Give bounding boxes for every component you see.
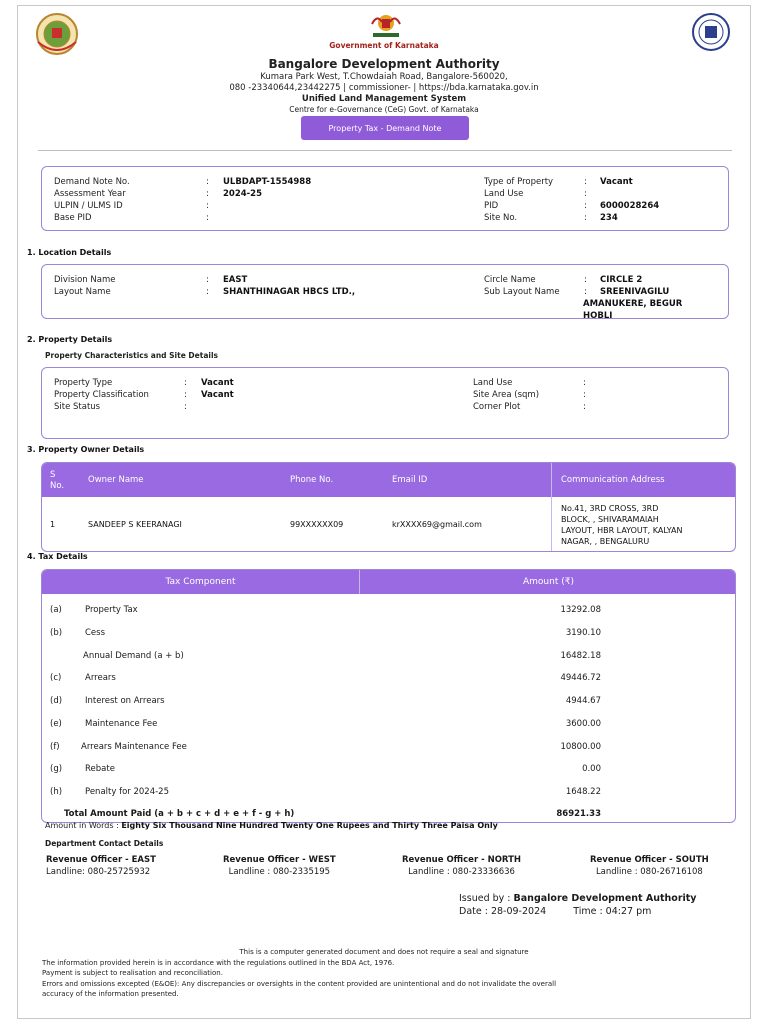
demand-note-value: ULBDAPT-1554988	[223, 177, 312, 187]
base-pid-label: Base PID	[54, 213, 92, 223]
amount-words-value: Eighty Six Thousand Nine Hundred Twenty One Rupees and Thirty Three Paisa Only	[121, 821, 498, 830]
department-contacts-title: Department Contact Details	[45, 839, 164, 848]
owner-address-line-1: No.41, 3RD CROSS, 3RD	[561, 504, 659, 513]
tax-row-amount: 16482.18	[560, 651, 601, 661]
owner-table-header	[42, 463, 735, 497]
owner-col-name: Owner Name	[88, 475, 144, 485]
officer-phone: Landline : 080-26716108	[595, 867, 703, 877]
centre-name: Centre for e-Governance (CeG) Govt. of Karnataka	[289, 105, 479, 114]
tax-row-amount: 13292.08	[560, 605, 601, 615]
amount-words-label: Amount in Words :	[45, 821, 119, 830]
demand-note-label: Demand Note No.	[54, 177, 130, 187]
sublayout-value-1: SREENIVAGILU	[600, 287, 670, 297]
property-type-value-2: Vacant	[201, 378, 234, 388]
owner-address-line-3: LAYOUT, HBR LAYOUT, KALYAN	[561, 526, 683, 535]
tax-row-amount: 3600.00	[565, 719, 601, 729]
officer-phone: Landline : 080-23336636	[408, 867, 515, 877]
demand-note-page	[17, 5, 751, 1019]
demand-summary-box: Demand Note No. : ULBDAPT-1554988 Assessment Year : 2024-25 ULPIN / ULMS ID : Base PID : Type of Property : Vacant Land Use : PID : 6000028264 Site No. : 234	[41, 166, 729, 231]
footer-computer-generated: This is a computer generated document and does not require a seal and signature	[239, 948, 529, 956]
tax-row-label: Interest on Arrears	[85, 696, 165, 706]
officer-phone: Landline : 080-2335195	[228, 867, 331, 877]
officer-north	[402, 854, 521, 878]
property-class-value: Vacant	[201, 390, 234, 400]
property-subsection-title: Property Characteristics and Site Details	[45, 351, 218, 360]
tax-section-title: 4. Tax Details	[27, 552, 88, 561]
tax-total-label: Total Amount Paid (a + b + c + d + e + f - g + h)	[64, 809, 295, 819]
tax-row-amount: 0.00	[582, 764, 601, 774]
division-value: EAST	[223, 275, 248, 285]
owner-address-line-2: BLOCK, , SHIVARAMAIAH	[561, 515, 659, 524]
tax-row-amount: 4944.67	[565, 696, 601, 706]
assessment-year-value: 2024-25	[223, 189, 263, 199]
owner-section-title: 3. Property Owner Details	[27, 445, 145, 454]
layout-label: Layout Name	[54, 287, 111, 297]
tax-row-amount: 10800.00	[560, 742, 601, 752]
document-title-badge: Property Tax - Demand Note	[301, 116, 469, 140]
property-section-title: 2. Property Details	[27, 335, 113, 344]
authority-address: Kumara Park West, T.Chowdaiah Road, Bangalore-560020,	[260, 72, 508, 82]
officer-title: Revenue Officer - EAST	[46, 855, 156, 865]
tax-row-label: Rebate	[85, 764, 115, 774]
tax-row-label: Arrears	[85, 673, 116, 683]
tax-row-code: (c)	[50, 673, 62, 683]
circle-value: CIRCLE 2	[600, 275, 643, 285]
circle-label: Circle Name	[484, 275, 536, 285]
officer-west	[223, 854, 336, 878]
tax-row-code: (a)	[50, 605, 62, 615]
land-use-label-2: Land Use	[473, 378, 513, 388]
officer-east	[46, 854, 156, 878]
tax-row-code: (g)	[50, 764, 63, 774]
division-label: Division Name	[54, 275, 116, 285]
owner-col-sno-2: No.	[50, 481, 65, 491]
owner-col-phone: Phone No.	[290, 475, 334, 485]
owner-column-divider	[551, 463, 552, 551]
karnataka-emblem-icon	[367, 10, 405, 40]
tax-row-code: (e)	[50, 719, 62, 729]
sublayout-value-2: AMANUKERE, BEGUR	[583, 299, 683, 309]
footer-eoe-note-cont: accuracy of the information presented.	[42, 990, 179, 998]
sublayout-value-3: HOBLI	[583, 311, 613, 321]
tax-row-label: Penalty for 2024-25	[85, 787, 169, 797]
property-type-label-2: Property Type	[54, 378, 113, 388]
issued-by-label: Issued by :	[459, 893, 511, 904]
issue-date: Date : 28-09-2024	[459, 905, 547, 917]
owner-email: krXXXX69@gmail.com	[392, 520, 482, 529]
tax-col-component: Tax Component	[165, 577, 236, 587]
tax-table-header	[42, 570, 735, 594]
owner-table	[41, 462, 736, 552]
issue-time: Time : 04:27 pm	[573, 905, 652, 917]
tax-row-label: Annual Demand (a + b)	[83, 651, 184, 661]
header-divider	[38, 150, 732, 151]
pid-value: 6000028264	[600, 201, 660, 211]
ulpin-label: ULPIN / ULMS ID	[54, 201, 123, 211]
amount-in-words	[45, 821, 498, 830]
owner-col-email: Email ID	[392, 475, 428, 485]
tax-row-code: (d)	[50, 696, 63, 706]
issue-details	[459, 893, 697, 918]
land-use-label: Land Use	[484, 189, 524, 199]
pid-label: PID	[484, 201, 499, 211]
property-box: Property Type : Vacant Property Classification : Vacant Site Status : Land Use : Site Area (sqm) : Corner Plot :	[41, 367, 729, 439]
location-box: Division Name : EAST Layout Name : SHANTHINAGAR HBCS LTD., Circle Name : CIRCLE 2 Sub Layout Name : SREENIVAGILU AMANUKERE, BEGUR HOBLI	[41, 264, 729, 319]
tax-row-label: Property Tax	[85, 605, 138, 615]
tax-row-amount: 49446.72	[560, 673, 601, 683]
corner-plot-label: Corner Plot	[473, 402, 521, 412]
site-no-label: Site No.	[484, 213, 518, 223]
assessment-year-label: Assessment Year	[54, 189, 126, 199]
system-name: Unified Land Management System	[301, 94, 467, 104]
owner-col-address: Communication Address	[561, 475, 665, 485]
tax-table	[41, 569, 736, 823]
sublayout-label: Sub Layout Name	[484, 287, 560, 297]
owner-name: SANDEEP S KEERANAGI	[88, 520, 182, 529]
owner-col-sno-1: S	[50, 470, 56, 480]
property-type-value: Vacant	[600, 177, 633, 187]
owner-address-line-4: NAGAR, , BENGALURU	[561, 537, 650, 546]
government-name: Government of Karnataka	[329, 41, 439, 50]
site-status-label: Site Status	[54, 402, 101, 412]
tax-row-code: (h)	[50, 787, 63, 797]
tax-row-label: Cess	[85, 628, 106, 638]
layout-value: SHANTHINAGAR HBCS LTD.,	[223, 287, 356, 297]
tax-row-amount: 1648.22	[565, 787, 601, 797]
property-type-label: Type of Property	[484, 177, 554, 187]
footer-regulation-note: The information provided herein is in accordance with the regulations outlined in the BDA Act, 1976.	[42, 959, 395, 967]
officer-phone: Landline: 080-25725932	[46, 867, 151, 877]
officer-south	[590, 854, 709, 878]
tax-total-amount: 86921.33	[556, 809, 601, 819]
officer-title: Revenue Officer - NORTH	[402, 855, 522, 865]
authority-name: Bangalore Development Authority	[268, 57, 500, 71]
location-section-title: 1. Location Details	[27, 248, 112, 257]
authority-contact: 080 -23340644,23442275 | commissioner- | https://bda.karnataka.gov.in	[229, 83, 539, 93]
tax-row-label: Arrears Maintenance Fee	[81, 742, 187, 752]
footer-payment-note: Payment is subject to realisation and reconciliation.	[42, 969, 223, 977]
tax-row-label: Maintenance Fee	[85, 719, 158, 729]
tax-row-code: (b)	[50, 628, 63, 638]
property-class-label: Property Classification	[54, 390, 149, 400]
site-area-label: Site Area (sqm)	[473, 390, 540, 400]
footer-eoe-note: Errors and omissions excepted (E&OE): Any discrepancies or oversights in the content provided are unintentional and do not invalidate the overall	[42, 980, 557, 988]
site-no-value: 234	[600, 213, 618, 223]
tax-col-amount: Amount (₹)	[523, 577, 574, 587]
tax-row-amount: 3190.10	[565, 628, 601, 638]
tax-row-code: (f)	[50, 742, 60, 752]
owner-sno: 1	[50, 520, 56, 529]
issued-by-value: Bangalore Development Authority	[513, 893, 697, 904]
officer-title: Revenue Officer - SOUTH	[590, 855, 709, 865]
officer-title: Revenue Officer - WEST	[223, 855, 336, 865]
owner-phone: 99XXXXXX09	[290, 520, 344, 529]
